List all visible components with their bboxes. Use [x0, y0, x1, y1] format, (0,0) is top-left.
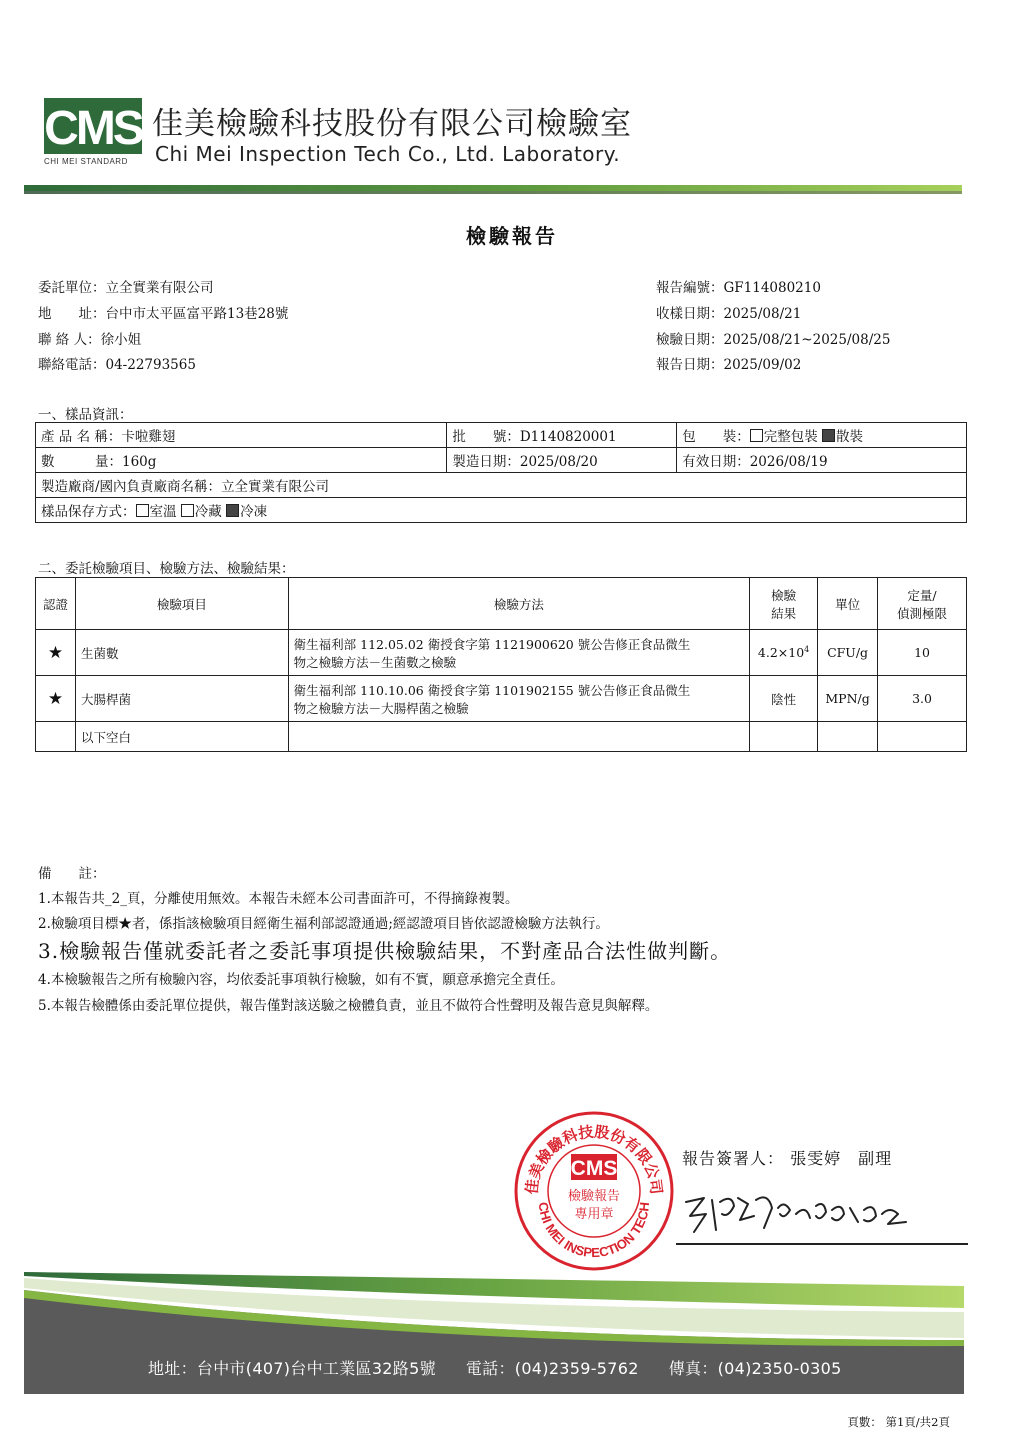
test-unit: MPN/g: [818, 676, 878, 722]
cert-star-icon: ★: [36, 630, 76, 676]
manufacturer-cell: 製造廠商/國內負責廠商名稱：立全實業有限公司: [36, 473, 967, 498]
client-address-row: [38, 302, 288, 322]
report-date-value: 2025/09/02: [723, 357, 802, 373]
report-date-row: [656, 353, 801, 373]
test-limit: 3.0: [878, 676, 967, 722]
header-unit: 單位: [818, 578, 878, 630]
signer-line: [682, 1146, 892, 1169]
seal-top-text: 佳美檢驗科技股份有限公司: [522, 1122, 666, 1196]
sample-section-title: 一、樣品資訊：: [38, 407, 133, 423]
company-name-en: Chi Mei Inspection Tech Co., Ltd. Laboratory.: [155, 142, 621, 166]
test-date-row: [656, 328, 890, 348]
signature-line: [676, 1243, 968, 1245]
header-divider-bar: [24, 185, 962, 194]
exp-date-value: 2026/08/19: [749, 454, 828, 470]
test-results-table: [35, 577, 967, 752]
test-result: 陰性: [750, 676, 818, 722]
test-method: 衛生福利部 110.10.06 衛授食字第 1101902155 號公告修正食品微生 物之檢驗方法－大腸桿菌之檢驗: [288, 676, 749, 722]
test-date-value: 2025/08/21~2025/08/25: [723, 332, 891, 348]
footer-phone: 電話：(04)2359-5762: [465, 1359, 639, 1378]
test-date-label: 檢驗日期：: [656, 332, 724, 348]
client-phone-label: 聯絡電話：: [38, 357, 106, 373]
batch-value: D1140820001: [519, 429, 617, 445]
cert-star-icon: ★: [36, 676, 76, 722]
table-row: [36, 473, 967, 498]
notes-title: 備 註：: [38, 866, 106, 882]
quantity-value: 160g: [122, 454, 157, 470]
client-address-value: 台中市太平區富平路13巷28號: [105, 306, 289, 322]
client-unit-row: [38, 276, 214, 296]
company-name-cn: 佳美檢驗科技股份有限公司檢驗室: [152, 106, 632, 142]
seal-bottom-text: CHI MEI INSPECTION TECH: [535, 1201, 653, 1261]
report-number-label: 報告編號：: [656, 280, 724, 296]
test-item: 大腸桿菌: [75, 676, 288, 722]
test-item: 生菌數: [75, 630, 288, 676]
footer-contact: [148, 1356, 872, 1379]
page-number: 頁數： 第1頁/共2頁: [847, 1415, 950, 1429]
test-method: 衛生福利部 112.05.02 衛授食字第 1121900620 號公告修正食品微生 物之檢驗方法－生菌數之檢驗: [288, 630, 749, 676]
client-unit-label: 委託單位：: [38, 280, 106, 296]
table-row: [36, 448, 967, 473]
header-cert: 認證: [36, 578, 76, 630]
checkbox-unchecked: [181, 504, 194, 517]
header-method: 檢驗方法: [288, 578, 749, 630]
table-row: [36, 498, 967, 523]
footer-fax: 傳真：(04)2350-0305: [668, 1359, 842, 1378]
received-date-row: [656, 302, 801, 322]
table-row: [36, 722, 967, 752]
header-item: 檢驗項目: [75, 578, 288, 630]
signer-label: 報告簽署人：: [682, 1149, 785, 1168]
sample-info-table: [35, 422, 967, 523]
header-result: 檢驗 結果: [750, 578, 818, 630]
test-limit: 10: [878, 630, 967, 676]
received-date-label: 收樣日期：: [656, 306, 724, 322]
test-unit: CFU/g: [818, 630, 878, 676]
client-contact-label: 聯 絡 人：: [38, 332, 101, 348]
checkbox-checked: [822, 429, 835, 442]
client-contact-row: [38, 328, 141, 348]
seal-logo-text: CMS: [570, 1157, 618, 1180]
exp-date-cell: 有效日期：2026/08/19: [677, 448, 967, 473]
storage-cell: 樣品保存方式： 室溫 冷藏 冷凍: [36, 498, 967, 523]
quantity-cell: 數 量：160g: [36, 448, 447, 473]
seal-center-line1: 檢驗報告: [567, 1189, 621, 1204]
sample-name-value: 卡啦雞翅: [121, 429, 176, 445]
test-section-title: 二、委託檢驗項目、檢驗方法、檢驗結果：: [38, 561, 295, 577]
mfg-date-value: 2025/08/20: [519, 454, 598, 470]
signer-title: 副理: [858, 1149, 893, 1168]
client-phone-value: 04-22793565: [105, 357, 196, 373]
note-3: 3.檢驗報告僅就委託者之委託事項提供檢驗結果，不對產品合法性做判斷。: [38, 939, 732, 963]
checkbox-unchecked: [750, 429, 763, 442]
report-number-row: [656, 276, 821, 296]
mfg-date-cell: 製造日期：2025/08/20: [447, 448, 677, 473]
signer-name: 張雯婷: [790, 1149, 842, 1168]
note-2: 2.檢驗項目標★者，係指該檢驗項目經衛生福利部認證通過;經認證項目皆依認證檢驗方法執行。: [38, 916, 609, 932]
note-5: 5.本報告檢體係由委託單位提供，報告僅對該送驗之檢體負責，並且不做符合性聲明及報告意見與解釋。: [38, 998, 659, 1014]
logo-subtext: CHI MEI STANDARD: [44, 157, 128, 166]
blank-row-label: 以下空白: [75, 722, 288, 752]
received-date-value: 2025/08/21: [723, 306, 802, 322]
table-row: [36, 423, 967, 448]
note-1: 1.本報告共_2_頁，分離使用無效。本報告未經本公司書面許可，不得摘錄複製。: [38, 891, 519, 907]
report-title: 檢驗報告: [466, 224, 558, 248]
client-unit-value: 立全實業有限公司: [105, 280, 214, 296]
note-4: 4.本檢驗報告之所有檢驗內容，均依委託事項執行檢驗，如有不實，願意承擔完全責任。: [38, 972, 564, 988]
table-row: [36, 630, 967, 676]
table-header-row: [36, 578, 967, 630]
seal-center-line2: 專用章: [574, 1207, 614, 1222]
logo-text: CMS: [44, 102, 142, 154]
header-limit: 定量/ 偵測極限: [878, 578, 967, 630]
table-row: [36, 676, 967, 722]
batch-cell: 批 號：D1140820001: [447, 423, 677, 448]
client-address-label: 地 址：: [38, 306, 106, 322]
checkbox-unchecked: [136, 504, 149, 517]
company-logo: [44, 98, 142, 154]
test-result: $4.2\times 10^4$: [750, 630, 818, 676]
handwritten-signature: [676, 1180, 936, 1246]
client-contact-value: 徐小姐: [100, 332, 142, 348]
package-cell: 包 裝： 完整包裝 散裝: [677, 423, 967, 448]
checkbox-checked: [226, 504, 239, 517]
footer-address: 地址：台中市(407)台中工業區32路5號: [148, 1359, 436, 1378]
sample-name-cell: 產 品 名 稱：卡啦雞翅: [36, 423, 447, 448]
company-seal-stamp: [513, 1110, 675, 1272]
client-phone-row: [38, 353, 196, 373]
report-date-label: 報告日期：: [656, 357, 724, 373]
manufacturer-value: 立全實業有限公司: [221, 479, 330, 495]
report-number-value: GF114080210: [723, 280, 821, 296]
